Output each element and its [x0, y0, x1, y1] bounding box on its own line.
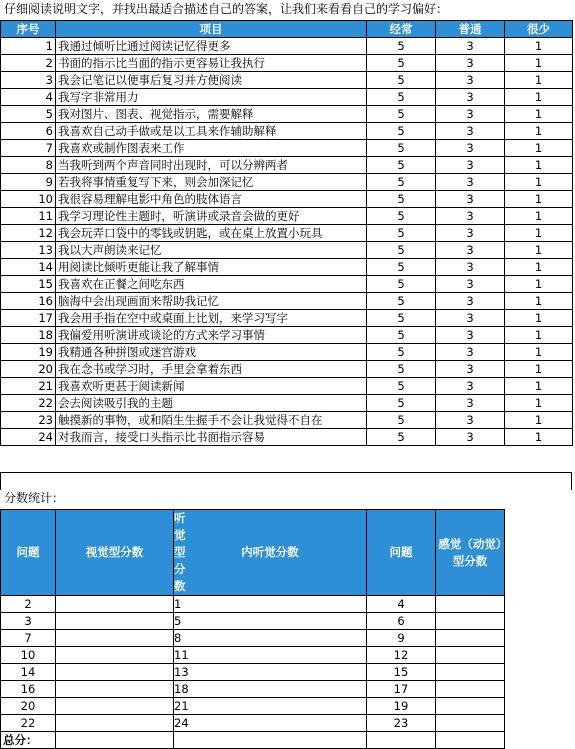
- survey-row-normal: 3: [436, 429, 505, 446]
- survey-row-no: 24: [1, 429, 56, 446]
- stats-visual-q: 7: [1, 630, 56, 647]
- survey-row-item: 我会玩弄口袋中的零钱或钥匙，或在桌上放置小玩具: [56, 225, 367, 242]
- survey-row-no: 6: [1, 123, 56, 140]
- stats-visual-q: 2: [1, 596, 56, 613]
- stats-header-visual-q: 问题: [1, 510, 56, 596]
- survey-row-rarely: 1: [505, 378, 573, 395]
- stats-kin-score: [436, 647, 505, 664]
- survey-row-no: 19: [1, 344, 56, 361]
- survey-row-often: 5: [367, 106, 436, 123]
- survey-row-no: 3: [1, 72, 56, 89]
- stats-row: 3 5 6: [1, 613, 573, 630]
- survey-row: [1, 208, 573, 225]
- survey-row-normal: 3: [436, 55, 505, 72]
- survey-row: [1, 140, 573, 157]
- total-cell: [56, 732, 174, 749]
- stats-kin-score: [436, 698, 505, 715]
- survey-row-no: 5: [1, 106, 56, 123]
- survey-row-rarely: 1: [505, 395, 573, 412]
- col-header-rarely: 很少: [505, 21, 573, 38]
- stats-label: 分数统计：: [4, 491, 65, 505]
- survey-row-item: 我通过倾听比通过阅读记忆得更多: [56, 38, 367, 55]
- survey-row-rarely: 1: [505, 55, 573, 72]
- stats-inner-score: [174, 647, 367, 664]
- survey-row-often: 5: [367, 412, 436, 429]
- total-cell: [367, 732, 436, 749]
- survey-row-item: 我喜欢自己动手做或是以工具来作辅助解释: [56, 123, 367, 140]
- survey-row-rarely: 1: [505, 208, 573, 225]
- col-header-item: 项目: [56, 21, 367, 38]
- survey-row: [1, 429, 573, 446]
- survey-row: [1, 276, 573, 293]
- survey-row-item: 我在念书或学习时，手里会拿着东西: [56, 361, 367, 378]
- survey-row-normal: 3: [436, 89, 505, 106]
- survey-row-item: 我对图片、图表、视觉指示，需要解释: [56, 106, 367, 123]
- col-header-no: 序号: [1, 21, 56, 38]
- survey-row-no: 10: [1, 191, 56, 208]
- survey-row-rarely: 1: [505, 310, 573, 327]
- stats-kin-q: 9: [367, 630, 436, 647]
- stats-kin-score: [436, 664, 505, 681]
- survey-row-normal: 3: [436, 157, 505, 174]
- survey-row-often: 5: [367, 242, 436, 259]
- survey-row-rarely: 1: [505, 123, 573, 140]
- stats-kin-q: 15: [367, 664, 436, 681]
- survey-row-normal: 3: [436, 174, 505, 191]
- survey-row-often: 5: [367, 174, 436, 191]
- survey-row-normal: 3: [436, 276, 505, 293]
- stats-visual-score: [56, 630, 174, 647]
- survey-row-often: 5: [367, 157, 436, 174]
- stats-kin-score: [436, 596, 505, 613]
- survey-row-normal: 3: [436, 225, 505, 242]
- stats-visual-score: [56, 681, 174, 698]
- survey-row-often: 5: [367, 191, 436, 208]
- stats-kin-score: [436, 613, 505, 630]
- survey-row-item: 我偏爱用听演讲或谈论的方式来学习事情: [56, 327, 367, 344]
- survey-row-rarely: 1: [505, 412, 573, 429]
- stats-row: 16 18 17: [1, 681, 573, 698]
- stats-visual-score: [56, 664, 174, 681]
- survey-row-no: 14: [1, 259, 56, 276]
- stats-kin-q: 19: [367, 698, 436, 715]
- survey-row-item: 对我而言，接受口头指示比书面指示容易: [56, 429, 367, 446]
- survey-row: [1, 72, 573, 89]
- survey-row-often: 5: [367, 276, 436, 293]
- survey-row-often: 5: [367, 327, 436, 344]
- survey-row: [1, 89, 573, 106]
- stats-visual-score: [56, 715, 174, 732]
- survey-row: [1, 174, 573, 191]
- survey-row-rarely: 1: [505, 276, 573, 293]
- survey-row-normal: 3: [436, 106, 505, 123]
- survey-row-rarely: 1: [505, 259, 573, 276]
- stats-inner-score: [174, 613, 367, 630]
- survey-row: [1, 327, 573, 344]
- survey-row-item: 我精通各种拼图或迷宫游戏: [56, 344, 367, 361]
- survey-row-normal: 3: [436, 259, 505, 276]
- survey-row-no: 22: [1, 395, 56, 412]
- survey-row-no: 9: [1, 174, 56, 191]
- survey-row-normal: 3: [436, 361, 505, 378]
- survey-row-item: 我喜欢听更甚于阅读新闻: [56, 378, 367, 395]
- survey-row-normal: 3: [436, 327, 505, 344]
- stats-kin-q: 6: [367, 613, 436, 630]
- survey-row-often: 5: [367, 395, 436, 412]
- stats-row: 20 21 19: [1, 698, 573, 715]
- survey-row-normal: 3: [436, 310, 505, 327]
- survey-row: [1, 157, 573, 174]
- survey-row: [1, 344, 573, 361]
- survey-row-normal: 3: [436, 123, 505, 140]
- survey-row-normal: 3: [436, 293, 505, 310]
- survey-row-no: 2: [1, 55, 56, 72]
- survey-row-item: 我喜欢或制作图表来工作: [56, 140, 367, 157]
- survey-row-no: 8: [1, 157, 56, 174]
- stats-kin-score: [436, 681, 505, 698]
- survey-row-rarely: 1: [505, 293, 573, 310]
- survey-row: [1, 378, 573, 395]
- survey-row-rarely: 1: [505, 72, 573, 89]
- stats-visual-q: 16: [1, 681, 56, 698]
- survey-table: [0, 20, 573, 446]
- stats-row: 2 1 4: [1, 596, 573, 613]
- stats-header-kin-q: 问题: [367, 510, 436, 596]
- total-cell: [174, 732, 367, 749]
- survey-row-normal: 3: [436, 140, 505, 157]
- stats-header-kin-score: 感觉（动觉）型分数: [436, 510, 505, 596]
- survey-row-rarely: 1: [505, 429, 573, 446]
- stats-visual-score: [56, 596, 174, 613]
- survey-row-item: 会去阅读吸引我的主题: [56, 395, 367, 412]
- survey-row-normal: 3: [436, 412, 505, 429]
- survey-row-often: 5: [367, 259, 436, 276]
- stats-row: 14 13 15: [1, 664, 573, 681]
- survey-row-no: 7: [1, 140, 56, 157]
- survey-row-often: 5: [367, 378, 436, 395]
- stats-visual-q: 22: [1, 715, 56, 732]
- stats-inner-score: [174, 596, 367, 613]
- survey-row: [1, 106, 573, 123]
- stats-visual-score: [56, 698, 174, 715]
- survey-row-no: 15: [1, 276, 56, 293]
- survey-row-no: 12: [1, 225, 56, 242]
- survey-row-item: 我会记笔记以便事后复习并方便阅读: [56, 72, 367, 89]
- survey-row-often: 5: [367, 140, 436, 157]
- survey-row-item: 用阅读比倾听更能让我了解事情: [56, 259, 367, 276]
- stats-kin-q: 12: [367, 647, 436, 664]
- survey-row: [1, 395, 573, 412]
- survey-row-rarely: 1: [505, 225, 573, 242]
- col-header-normal: 普通: [436, 21, 505, 38]
- stats-header-row: [1, 510, 573, 596]
- survey-row: [1, 412, 573, 429]
- survey-row-item: 我会用手指在空中或桌面上比划，来学习写字: [56, 310, 367, 327]
- survey-row-rarely: 1: [505, 106, 573, 123]
- stats-visual-score: [56, 647, 174, 664]
- stats-kin-q: 17: [367, 681, 436, 698]
- col-header-often: 经常: [367, 21, 436, 38]
- survey-row-normal: 3: [436, 344, 505, 361]
- survey-row-no: 20: [1, 361, 56, 378]
- survey-row-normal: 3: [436, 378, 505, 395]
- survey-row-item: 触摸新的事物，或和陌生生握手不会让我觉得不自在: [56, 412, 367, 429]
- stats-kin-q: 4: [367, 596, 436, 613]
- survey-row-no: 16: [1, 293, 56, 310]
- survey-row: [1, 361, 573, 378]
- survey-row: [1, 225, 573, 242]
- survey-row: [1, 191, 573, 208]
- survey-row-no: 11: [1, 208, 56, 225]
- survey-row-normal: 3: [436, 395, 505, 412]
- survey-row-rarely: 1: [505, 344, 573, 361]
- survey-row-no: 4: [1, 89, 56, 106]
- stats-inner-score: [174, 664, 367, 681]
- survey-row-often: 5: [367, 123, 436, 140]
- survey-row-rarely: 1: [505, 174, 573, 191]
- survey-row-item: 书面的指示比当面的指示更容易让我执行: [56, 55, 367, 72]
- stats-total-row: [1, 732, 573, 749]
- survey-row-rarely: 1: [505, 191, 573, 208]
- survey-row-often: 5: [367, 429, 436, 446]
- survey-row-normal: 3: [436, 242, 505, 259]
- survey-row: [1, 259, 573, 276]
- survey-row-often: 5: [367, 225, 436, 242]
- stats-header-visual-score: 视觉型分数: [56, 510, 174, 596]
- survey-row-no: 18: [1, 327, 56, 344]
- stats-kin-q: 23: [367, 715, 436, 732]
- survey-row-item: 我以大声朗读来记忆: [56, 242, 367, 259]
- stats-kin-score: [436, 715, 505, 732]
- stats-visual-q: 14: [1, 664, 56, 681]
- stats-table: [0, 509, 573, 749]
- survey-row-rarely: 1: [505, 140, 573, 157]
- survey-row-rarely: 1: [505, 157, 573, 174]
- survey-row-no: 1: [1, 38, 56, 55]
- survey-row-often: 5: [367, 208, 436, 225]
- stats-inner-score: [174, 715, 367, 732]
- survey-row-item: 若我将事情重复写下来，则会加深记忆: [56, 174, 367, 191]
- survey-row-normal: 3: [436, 191, 505, 208]
- survey-row-item: 我很容易理解电影中角色的肢体语言: [56, 191, 367, 208]
- survey-row-item: 脑海中会出现画面来帮助我记忆: [56, 293, 367, 310]
- survey-row-often: 5: [367, 38, 436, 55]
- survey-row-often: 5: [367, 344, 436, 361]
- stats-inner-score: [174, 698, 367, 715]
- intro-text: 仔细阅读说明文字，并找出最适合描述自己的答案，让我们来看看自己的学习偏好：: [4, 2, 449, 16]
- stats-visual-q: 3: [1, 613, 56, 630]
- survey-row-rarely: 1: [505, 361, 573, 378]
- survey-row: [1, 38, 573, 55]
- survey-row: [1, 310, 573, 327]
- survey-row-no: 21: [1, 378, 56, 395]
- survey-row-no: 23: [1, 412, 56, 429]
- stats-inner-score: [174, 630, 367, 647]
- stats-header-inner-score: 内听觉分数: [174, 510, 367, 596]
- stats-row: 22 24 23: [1, 715, 573, 732]
- stats-visual-score: [56, 613, 174, 630]
- survey-row-often: 5: [367, 310, 436, 327]
- stats-inner-score: [174, 681, 367, 698]
- survey-row-rarely: 1: [505, 89, 573, 106]
- survey-row: [1, 55, 573, 72]
- survey-row-often: 5: [367, 72, 436, 89]
- survey-row-often: 5: [367, 55, 436, 72]
- stats-row: 10 11 12: [1, 647, 573, 664]
- survey-row-normal: 3: [436, 208, 505, 225]
- total-cell: [436, 732, 505, 749]
- survey-row-item: 我写字非常用力: [56, 89, 367, 106]
- survey-header-row: [1, 21, 573, 38]
- survey-row-often: 5: [367, 293, 436, 310]
- survey-row-item: 我学习理论性主题时，听演讲或录音会做的更好: [56, 208, 367, 225]
- total-label: 总分：: [1, 732, 56, 749]
- survey-row-item: 我喜欢在正餐之间吃东西: [56, 276, 367, 293]
- survey-row-normal: 3: [436, 72, 505, 89]
- survey-row: [1, 242, 573, 259]
- survey-row: [1, 293, 573, 310]
- survey-row-no: 17: [1, 310, 56, 327]
- survey-row-normal: 3: [436, 38, 505, 55]
- stats-kin-score: [436, 630, 505, 647]
- survey-row-rarely: 1: [505, 327, 573, 344]
- survey-row-rarely: 1: [505, 38, 573, 55]
- stats-visual-q: 10: [1, 647, 56, 664]
- separator-row: [0, 472, 572, 490]
- survey-row-no: 13: [1, 242, 56, 259]
- stats-row: 7 8 9: [1, 630, 573, 647]
- stats-visual-q: 20: [1, 698, 56, 715]
- survey-row-rarely: 1: [505, 242, 573, 259]
- survey-row-often: 5: [367, 89, 436, 106]
- survey-row-item: 当我听到两个声音同时出现时，可以分辨两者: [56, 157, 367, 174]
- survey-row-often: 5: [367, 361, 436, 378]
- survey-row: [1, 123, 573, 140]
